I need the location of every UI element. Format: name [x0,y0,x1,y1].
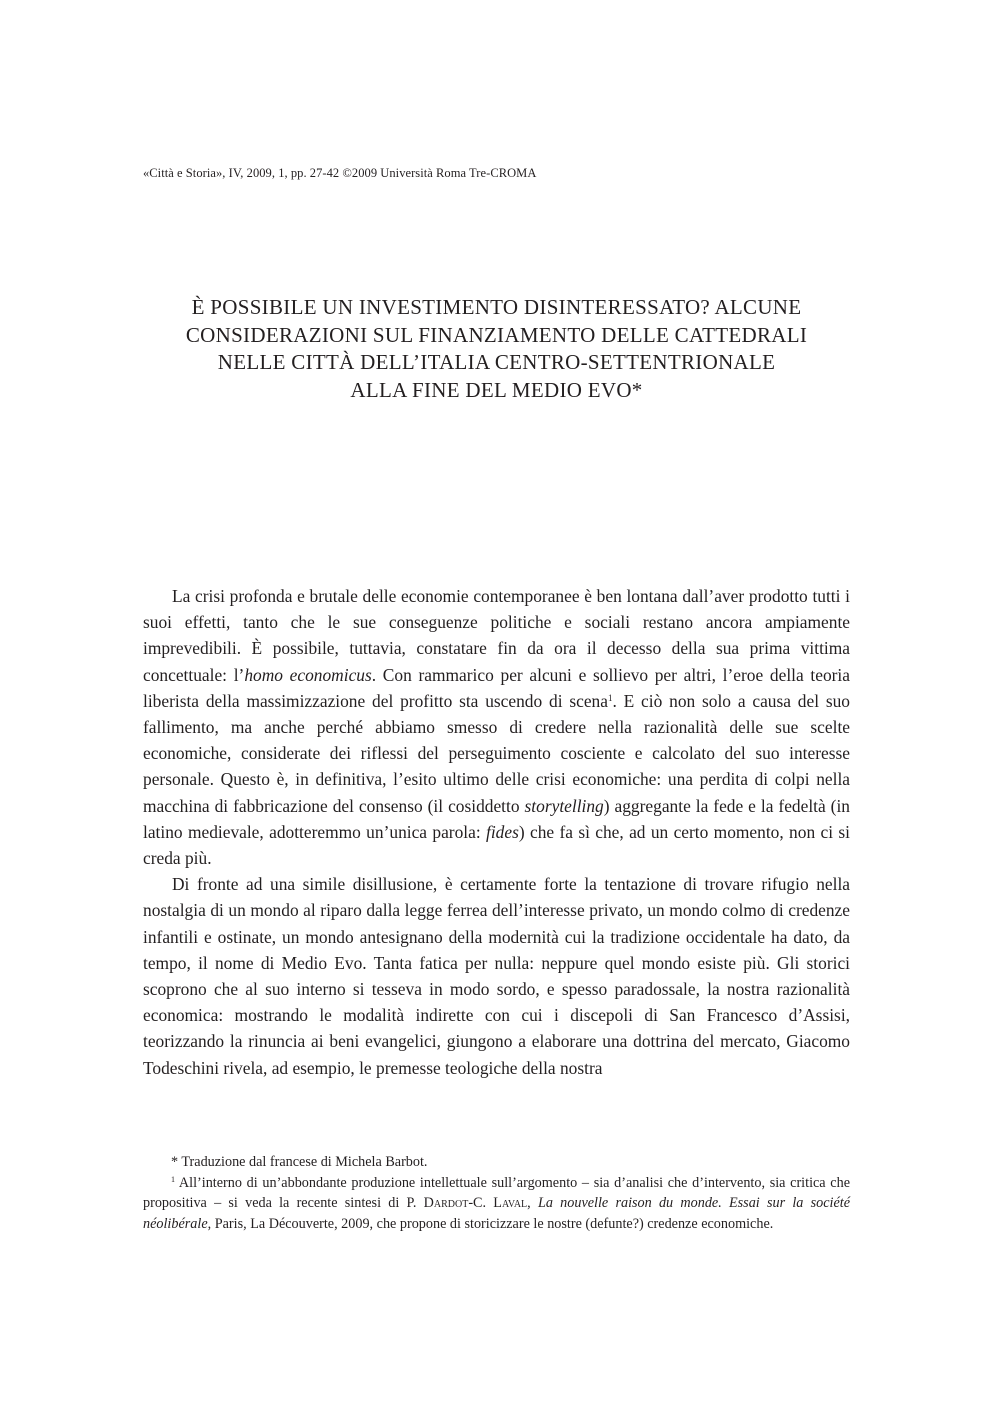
paragraph-1 [143,583,850,871]
p1-text-2: . Con rammarico per alcuni e sollievo per altri, l’eroe della teoria liberista della massimizzazione del profitto sta uscendo di scena [143,664,850,711]
footnote-1 [143,1173,850,1235]
footnote-ref-1[interactable]: 1 [607,692,613,703]
footnote-1-number: 1 [171,1174,175,1184]
title-line-1: È POSSIBILE UN INVESTIMENTO DISINTERESSATO? ALCUNE [191,295,802,319]
title-line-3: NELLE CITTÀ DELL’ITALIA CENTRO-SETTENTRIONALE [217,350,776,374]
body-text [143,583,850,1081]
footnote-1-author-dardot: Dardot [423,1195,469,1211]
footnote-1-text-2: -C. [468,1195,494,1211]
footnote-1-author-laval: Laval [493,1195,528,1211]
p1-italic-homo-economicus: homo economicus [244,664,372,685]
footnote-1-text-1: All’interno di un’abbondante produzione intellettuale sull’argomento – sia d’analisi che d’intervento, sia critica che propositiva – si veda la recente sintesi di P. [143,1174,850,1211]
p1-italic-storytelling: storytelling [524,795,604,816]
footnote-1-text-3: , [527,1195,538,1211]
p1-text-4: ) aggregante la fede e la fedeltà (in latino medievale, adotteremmo un’unica parola: [143,795,850,842]
p1-text-3: . E ciò non solo a causa del suo fallimento, ma anche perché abbiamo smesso di credere nella razionalità delle sue scelte economiche, considerate dei riflessi del perseguimento cosciente e calcolato del suo interesse personale. Questo è, in definitiva, l’esito ultimo delle crisi economiche: una perdita di colpi nella macchina di fabbricazione del consenso (il cosiddetto [143,690,850,816]
p1-text-5: ) che fa sì che, ad un certo momento, non ci si creda più. [143,821,850,869]
footnote-1-text-4: , Paris, La Découverte, 2009, che propone di storicizzare le nostre (defunte?) credenze economiche. [207,1215,774,1232]
footnotes [143,1152,850,1234]
footnote-1-book-title: La nouvelle raison du monde. Essai sur la société néolibérale [143,1195,850,1232]
title-line-4: ALLA FINE DEL MEDIO EVO* [350,377,643,402]
title-line-2: CONSIDERAZIONI SUL FINANZIAMENTO DELLE CATTEDRALI [185,322,808,347]
article-title [143,294,850,404]
p1-italic-fides: fides [486,821,519,842]
running-header: «Città e Storia», IV, 2009, 1, pp. 27-42 ©2009 Università Roma Tre-CROMA [143,166,537,180]
paragraph-2: Di fronte ad una simile disillusione, è certamente forte la tentazione di trovare rifugio nella nostalgia di un mondo al riparo dalla legge ferrea dell’interesse privato, un mondo colmo di credenze infantili e ostinate, un mondo antesignano della modernità cui la tradizione occidentale ha dato, da tempo, il nome di Medio Evo. Tanta fatica per nulla: neppure quel mondo esiste più. Gli storici scoprono che al suo interno si tesseva in modo sordo, e spesso paradossale, la nostra razionalità economica: mostrando le modalità indirette con cui i discepoli di San Francesco d’Assisi, teorizzando la rinuncia ai beni evangelici, giungono a elaborare una dottrina del mercato, Giacomo Todeschini rivela, ad esempio, le premesse teologiche della nostra [143,874,850,1078]
p1-text-1: La crisi profonda e brutale delle economie contemporanee è ben lontana dall’aver prodotto tutti i suoi effetti, tanto che le sue conseguenze politiche e sociali restano ancora ampiamente imprevedibili. È possibile, tuttavia, constatare fin da ora il decesso della sua prima vittima concettuale: l’ [143,586,850,685]
footnote-translation: * Traduzione dal francese di Michela Barbot. [171,1154,428,1170]
